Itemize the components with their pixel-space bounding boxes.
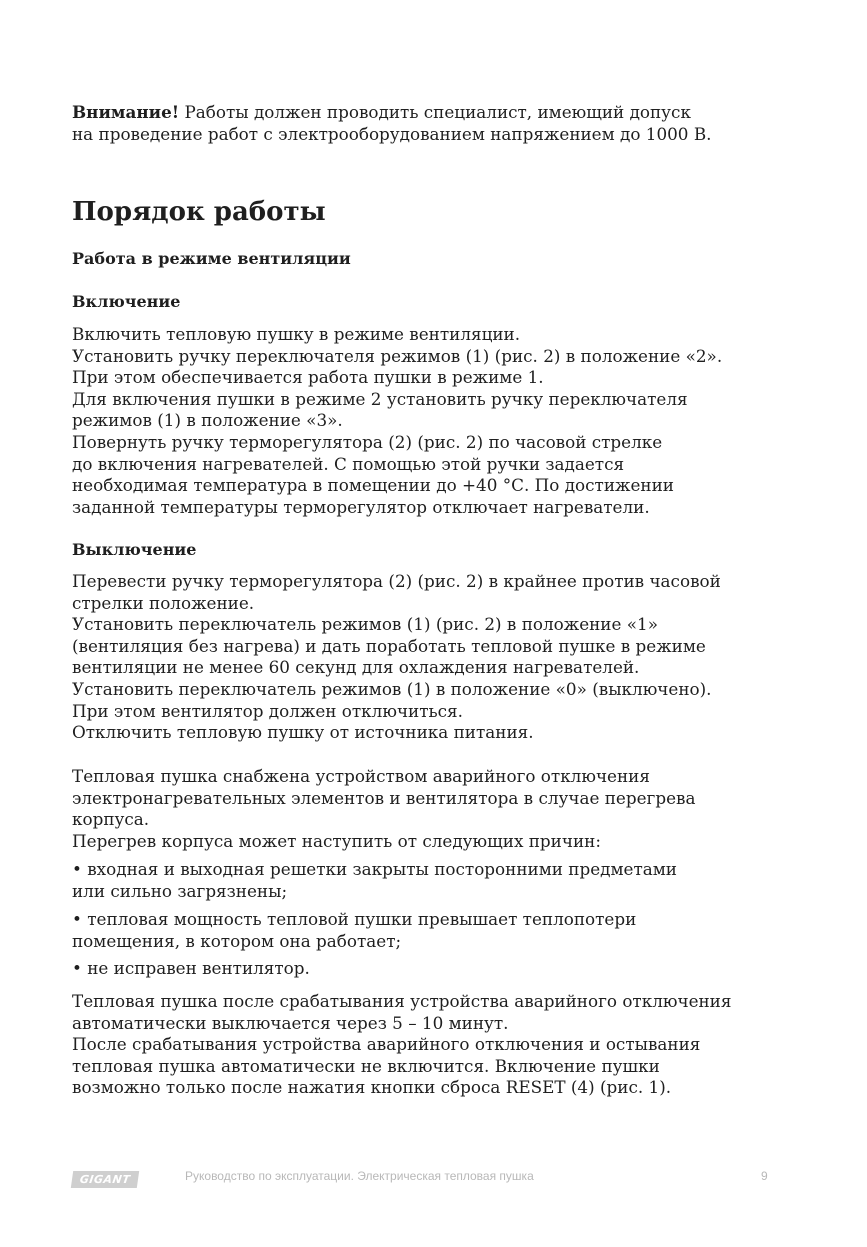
text-line: Тепловая пушка снабжена устройством аварийного отключения [72,766,650,786]
brand-logo: GIGANT [71,1171,139,1188]
text-line: Тепловая пушка после срабатывания устройства аварийного отключения [72,991,732,1011]
warning-paragraph [72,102,782,145]
reset-paragraph [72,991,782,1099]
page-number: 9 [761,1169,768,1183]
text-line: Установить ручку переключателя режимов (1) (рис. 2) в положение «2». [72,345,723,366]
text-line: • не исправен вентилятор. [72,958,310,978]
text-line: или сильно загрязнены; [72,880,288,901]
text-line: При этом обеспечивается работа пушки в режиме 1. [72,367,544,388]
warning-label: Внимание! [72,102,180,122]
text-line: до включения нагревателей. С помощью этой ручки задается [72,453,625,474]
off-paragraph [72,571,782,744]
list-item [72,909,782,952]
text-line: электронагревательных элементов и вентилятора в случае перегрева [72,787,696,808]
text-line: • входная и выходная решетки закрыты посторонними предметами [72,859,677,879]
text-line: Для включения пушки в режиме 2 установить ручку переключателя [72,388,688,409]
text-line: Повернуть ручку терморегулятора (2) (рис. 2) по часовой стрелке [72,431,663,452]
text-line: помещения, в котором она работает; [72,930,402,951]
on-paragraph [72,324,782,518]
text-line: При этом вентилятор должен отключиться. [72,700,463,721]
warning-text-line: на проведение работ с электрооборудованием напряжением до 1000 В. [72,123,712,144]
text-line: режимов (1) в положение «3». [72,410,343,431]
footer-caption: Руководство по эксплуатации. Электрическая тепловая пушка [185,1169,534,1183]
text-line: тепловая пушка автоматически не включится. Включение пушки [72,1055,660,1076]
text-line: (вентиляция без нагрева) и дать поработать тепловой пушке в режиме [72,635,706,656]
text-line: Установить переключатель режимов (1) в положение «0» (выключено). [72,678,712,699]
text-line: автоматически выключается через 5 – 10 минут. [72,1012,509,1033]
section-subtitle: Работа в режиме вентиляции [72,249,351,268]
page-footer [72,1167,772,1189]
text-line: Установить переключатель режимов (1) (рис. 2) в положение «1» [72,614,658,635]
text-line: Перегрев корпуса может наступить от следующих причин: [72,830,601,851]
overheat-paragraph [72,766,782,852]
list-item [72,958,782,980]
text-line: Включить тепловую пушку в режиме вентиляции. [72,324,521,344]
on-heading: Включение [72,292,181,311]
list-item [72,859,782,902]
text-line: Отключить тепловую пушку от источника питания. [72,722,534,743]
text-line: вентиляции не менее 60 секунд для охлаждения нагревателей. [72,657,640,678]
text-line: • тепловая мощность тепловой пушки превышает теплопотери [72,909,637,929]
text-line: Перевести ручку терморегулятора (2) (рис. 2) в крайнее против часовой [72,571,721,591]
text-line: стрелки положение. [72,592,255,613]
text-line: возможно только после нажатия кнопки сброса RESET (4) (рис. 1). [72,1077,672,1098]
warning-text-line: Работы должен проводить специалист, имеющий допуск [179,102,691,122]
text-line: После срабатывания устройства аварийного отключения и остывания [72,1034,701,1055]
text-line: корпуса. [72,809,150,830]
text-line: заданной температуры терморегулятор отключает нагреватели. [72,496,650,517]
off-heading: Выключение [72,540,197,559]
text-line: необходимая температура в помещении до +40 °С. По достижении [72,475,674,496]
page-title: Порядок работы [72,197,326,227]
